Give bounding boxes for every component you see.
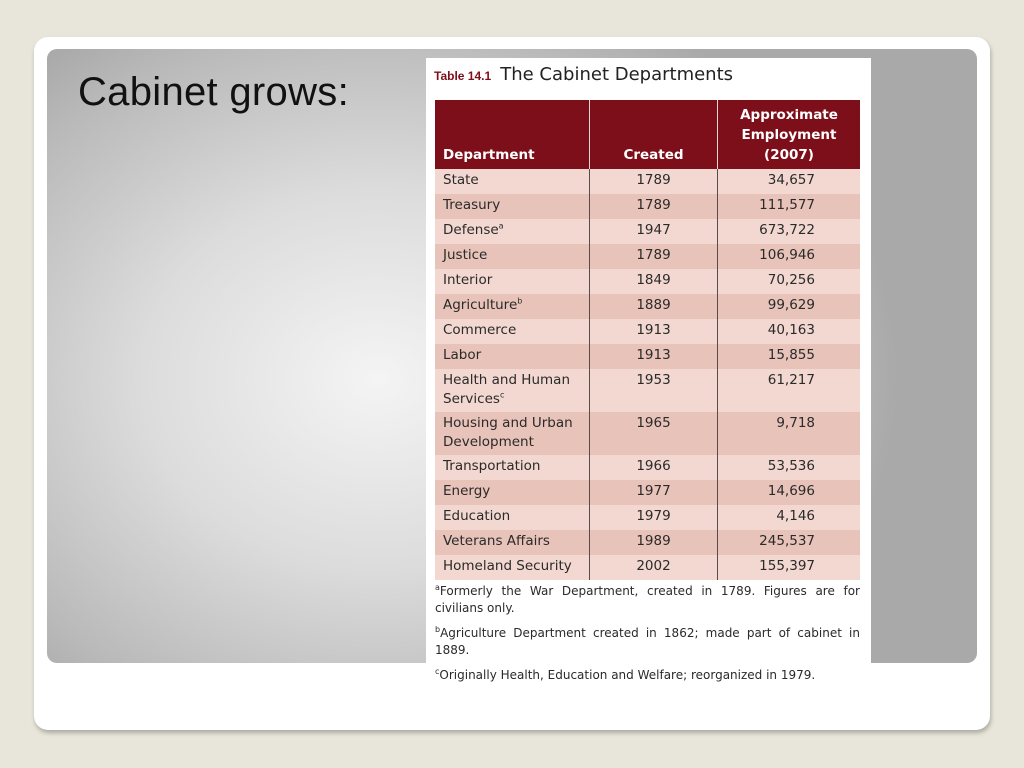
column-header-employment xyxy=(718,100,861,169)
department-name: Justice xyxy=(443,247,488,263)
footnote-text: Originally Health, Education and Welfare; reorganized in 1979. xyxy=(439,668,816,682)
footnote-text: Formerly the War Department, created in 1789. Figures are for civilians only. xyxy=(435,584,860,615)
table-row xyxy=(435,455,860,480)
footnote xyxy=(435,625,860,659)
cabinet-departments-table xyxy=(435,100,860,580)
footnote xyxy=(435,583,860,617)
cell-created: 1789 xyxy=(590,169,718,194)
table-row xyxy=(435,480,860,505)
cell-created: 1913 xyxy=(590,319,718,344)
table-row xyxy=(435,269,860,294)
department-name: Treasury xyxy=(443,197,501,213)
table-row xyxy=(435,219,860,244)
department-name: Health and Human Services xyxy=(443,372,570,407)
cell-created: 1789 xyxy=(590,194,718,219)
cell-department xyxy=(435,530,590,555)
cell-created: 2002 xyxy=(590,555,718,580)
cell-department xyxy=(435,455,590,480)
table-row xyxy=(435,555,860,580)
department-name: Labor xyxy=(443,347,482,363)
department-name: Homeland Security xyxy=(443,558,572,574)
table-caption-title: The Cabinet Departments xyxy=(500,64,734,85)
table-row xyxy=(435,194,860,219)
table-image xyxy=(426,58,871,690)
department-name: Education xyxy=(443,508,511,524)
cell-employment: 70,256 xyxy=(718,269,861,294)
cell-employment: 106,946 xyxy=(718,244,861,269)
table-row xyxy=(435,294,860,319)
table-row xyxy=(435,505,860,530)
cell-created: 1953 xyxy=(590,369,718,412)
footnote-mark: a xyxy=(435,583,440,592)
cell-employment: 155,397 xyxy=(718,555,861,580)
cell-employment: 9,718 xyxy=(718,412,861,455)
cell-created: 1989 xyxy=(590,530,718,555)
cell-department xyxy=(435,505,590,530)
cell-employment: 4,146 xyxy=(718,505,861,530)
department-name: State xyxy=(443,172,479,188)
table-caption xyxy=(434,64,733,85)
department-name: Energy xyxy=(443,483,491,499)
cell-employment: 53,536 xyxy=(718,455,861,480)
table-footnotes xyxy=(435,583,860,692)
slide-title: Cabinet grows: xyxy=(78,70,349,114)
cell-department xyxy=(435,219,590,244)
cell-created: 1789 xyxy=(590,244,718,269)
cell-department xyxy=(435,412,590,455)
footnote-mark: c xyxy=(435,667,440,676)
cell-employment: 15,855 xyxy=(718,344,861,369)
department-name: Housing and Urban Development xyxy=(443,415,573,450)
cell-created: 1889 xyxy=(590,294,718,319)
table-row xyxy=(435,344,860,369)
cell-department xyxy=(435,480,590,505)
cell-department xyxy=(435,269,590,294)
cell-created: 1947 xyxy=(590,219,718,244)
department-name: Commerce xyxy=(443,322,517,338)
department-name: Agriculture xyxy=(443,297,518,313)
column-header-created: Created xyxy=(590,100,718,169)
table-caption-number: Table 14.1 xyxy=(434,69,492,83)
cell-created: 1979 xyxy=(590,505,718,530)
column-header-department: Department xyxy=(435,100,590,169)
department-name: Interior xyxy=(443,272,493,288)
cell-department xyxy=(435,194,590,219)
footnote-marker: b xyxy=(517,296,523,306)
cell-employment: 34,657 xyxy=(718,169,861,194)
cell-created: 1966 xyxy=(590,455,718,480)
table-row xyxy=(435,369,860,412)
cell-department xyxy=(435,169,590,194)
cell-department xyxy=(435,555,590,580)
cell-department xyxy=(435,344,590,369)
table-body xyxy=(435,169,860,580)
column-header-employment-line2: Employment xyxy=(741,127,837,143)
column-header-employment-line1: Approximate xyxy=(740,107,838,123)
table-row xyxy=(435,412,860,455)
cell-employment: 61,217 xyxy=(718,369,861,412)
column-header-employment-line3: (2007) xyxy=(764,147,814,163)
footnote-text: Agriculture Department created in 1862; made part of cabinet in 1889. xyxy=(435,626,860,657)
table-header-row xyxy=(435,100,860,169)
cell-created: 1913 xyxy=(590,344,718,369)
cell-department xyxy=(435,319,590,344)
cell-employment: 245,537 xyxy=(718,530,861,555)
cell-employment: 14,696 xyxy=(718,480,861,505)
cell-employment: 111,577 xyxy=(718,194,861,219)
footnote-marker: a xyxy=(498,221,504,231)
cell-created: 1965 xyxy=(590,412,718,455)
table-row xyxy=(435,530,860,555)
cell-created: 1977 xyxy=(590,480,718,505)
table-row xyxy=(435,319,860,344)
cell-department xyxy=(435,294,590,319)
cell-employment: 99,629 xyxy=(718,294,861,319)
footnote xyxy=(435,667,860,684)
department-name: Defense xyxy=(443,222,499,238)
footnote-mark: b xyxy=(435,625,441,634)
department-name: Veterans Affairs xyxy=(443,533,550,549)
cell-employment: 40,163 xyxy=(718,319,861,344)
cell-department xyxy=(435,369,590,412)
cell-employment: 673,722 xyxy=(718,219,861,244)
cell-created: 1849 xyxy=(590,269,718,294)
table-row xyxy=(435,169,860,194)
cell-department xyxy=(435,244,590,269)
table-row xyxy=(435,244,860,269)
department-name: Transportation xyxy=(443,458,541,474)
footnote-marker: c xyxy=(499,390,505,399)
